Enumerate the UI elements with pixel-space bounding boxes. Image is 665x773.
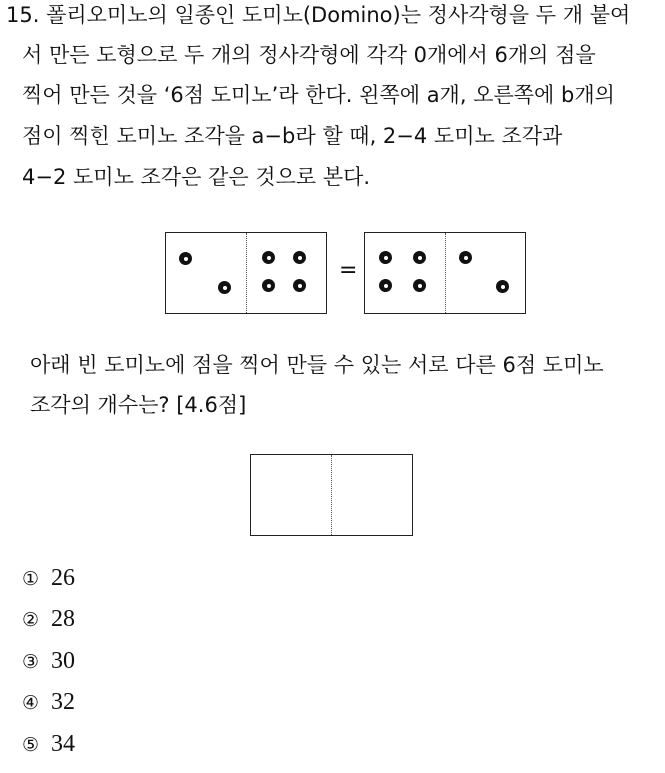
equals-sign: = [339, 258, 358, 283]
domino-divider [246, 233, 247, 313]
question-line-1: 아래 빈 도미노에 점을 찍어 만들 수 있는 서로 다른 6점 도미노 [30, 353, 604, 377]
domino-4-2 [364, 232, 526, 314]
domino-2-4 [165, 232, 327, 314]
question-line-2: 조각의 개수는? [4.6점] [30, 393, 247, 417]
problem-line-3: 찍어 만든 것을 ‘6점 도미노’라 한다. 왼쪽에 a개, 오른쪽에 b개의 [22, 83, 615, 107]
problem-line-1: 15. 폴리오미노의 일종인 도미노(Domino)는 정사각형을 두 개 붙여 [6, 3, 631, 27]
choice-2[interactable] [22, 604, 75, 635]
choice-4[interactable] [22, 687, 75, 718]
choice-1[interactable] [22, 563, 75, 594]
pip [293, 279, 306, 292]
pip [459, 251, 472, 264]
pip [262, 279, 275, 292]
domino-divider [331, 455, 332, 535]
choice-marker: ③ [22, 651, 40, 673]
choice-marker: ⑤ [22, 734, 40, 756]
choice-value: 34 [51, 731, 76, 757]
choice-marker: ① [22, 568, 40, 590]
pip [293, 251, 306, 264]
choice-5[interactable] [22, 729, 75, 760]
choice-value: 28 [51, 606, 76, 632]
pip [379, 251, 392, 264]
pip [413, 279, 426, 292]
choice-3[interactable] [22, 646, 75, 677]
pip [379, 279, 392, 292]
pip [496, 280, 509, 293]
pip [179, 252, 192, 265]
choice-value: 30 [51, 648, 76, 674]
problem-line-4: 점이 찍힌 도미노 조각을 a−b라 할 때, 2−4 도미노 조각과 [22, 124, 563, 148]
problem-line-5: 4−2 도미노 조각은 같은 것으로 본다. [22, 165, 371, 189]
choice-value: 26 [51, 565, 76, 591]
pip [218, 281, 231, 294]
pip [262, 251, 275, 264]
pip [413, 251, 426, 264]
problem-line-2: 서 만든 도형으로 두 개의 정사각형에 각각 0개에서 6개의 점을 [22, 43, 596, 67]
choice-marker: ② [22, 609, 40, 631]
choice-marker: ④ [22, 692, 40, 714]
empty-domino [250, 454, 413, 536]
choice-value: 32 [51, 689, 76, 715]
domino-divider [445, 233, 446, 313]
